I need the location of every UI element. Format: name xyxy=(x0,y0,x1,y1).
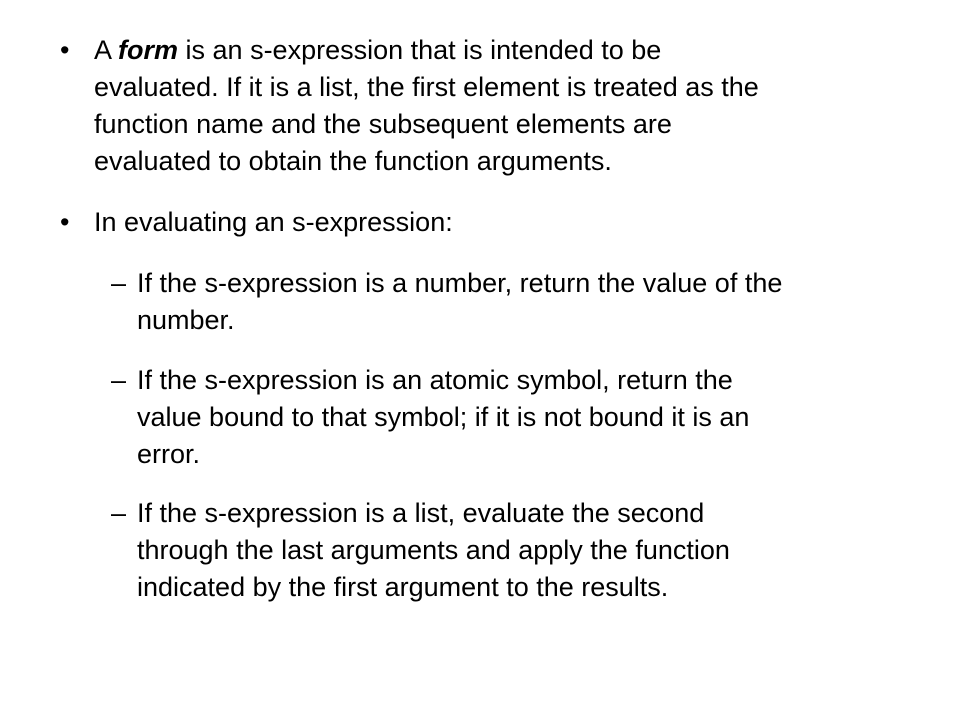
bullet-line: function name and the subsequent elements are xyxy=(94,109,672,139)
bullet-line: evaluated to obtain the function arguments. xyxy=(94,146,612,176)
subbullet-text xyxy=(137,362,927,473)
bullet-text xyxy=(94,32,944,180)
subbullet-item-list xyxy=(0,495,960,608)
subbullet-line: number. xyxy=(137,305,235,335)
bullet-text xyxy=(94,204,944,241)
subbullet-marker: – xyxy=(111,268,127,298)
bullet-item-form-definition xyxy=(0,32,960,182)
subbullet-item-atomic-symbol xyxy=(0,362,960,475)
subbullet-text xyxy=(137,495,927,606)
subbullet-line: value bound to that symbol; if it is not bound it is an xyxy=(137,402,750,432)
subbullet-line: through the last arguments and apply the function xyxy=(137,535,730,565)
subbullet-marker: – xyxy=(111,498,127,528)
subbullet-line: If the s-expression is an atomic symbol, return the xyxy=(137,365,733,395)
subbullet-marker: – xyxy=(111,365,127,395)
bullet-line: In evaluating an s-expression: xyxy=(94,207,453,237)
bullet-marker: • xyxy=(60,207,70,237)
subbullet-line: indicated by the first argument to the results. xyxy=(137,572,669,602)
subbullet-text xyxy=(137,265,927,339)
bullet-marker: • xyxy=(60,35,70,65)
subbullet-item-number xyxy=(0,265,960,341)
text-fragment: is an s-expression that is intended to be xyxy=(178,35,662,65)
subbullet-line: If the s-expression is a list, evaluate the second xyxy=(137,498,705,528)
emphasized-term: form xyxy=(118,35,179,65)
subbullet-line: error. xyxy=(137,439,201,469)
bullet-item-evaluating xyxy=(0,204,960,244)
bullet-line xyxy=(94,32,944,69)
bullet-line: evaluated. If it is a list, the first element is treated as the xyxy=(94,72,759,102)
subbullet-line: If the s-expression is a number, return the value of the xyxy=(137,268,783,298)
text-fragment: A xyxy=(94,35,119,65)
